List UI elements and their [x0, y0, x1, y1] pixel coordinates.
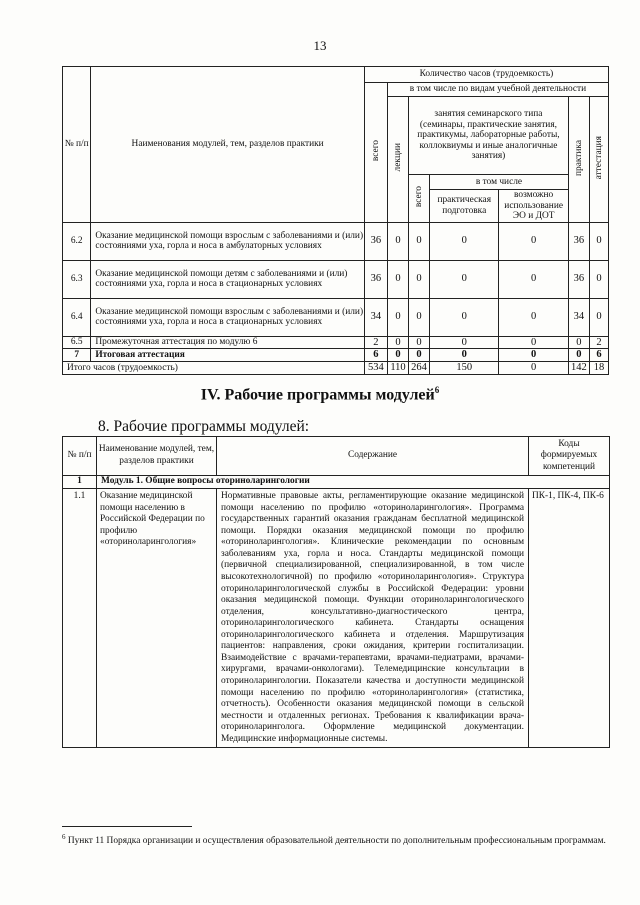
col-name-header: Наименование модулей, тем, разделов практики	[97, 437, 217, 476]
col-name-header: Наименования модулей, тем, разделов практики	[91, 67, 364, 223]
col-total-header: всего	[364, 83, 387, 223]
table-row: 7 Итоговая аттестация 6 0 0 0 0 0 6	[63, 349, 609, 362]
modules-table	[62, 436, 610, 748]
footnote-ref: 6	[434, 385, 440, 395]
section-title: IV. Рабочие программы модулей$^6$	[200, 385, 440, 404]
subsection-title: 8. Рабочие программы модулей:	[98, 418, 310, 435]
topic-content: Нормативные правовые акты, регламентирующие оказание медицинской помощи населению по профилю «оториноларингология». Программа государственных гарантий оказания гражданам бесплатной медицинской помощи. Порядки оказания медицинской помощи по профилю «оториноларингология». Клинические рекомендации по основным заболеваниям уха, горла и носа. Стандарты медицинской помощи (первичной специализированной, специализированной, в том числе высокотехнологичной) по профилю «оториноларингология». Структура оториноларингологической службы в Российской Федерации: уровни оказания медицинской помощи. Функции оториноларингологического отделения, консультативно-диагностического центра, оториноларингологического кабинета. Стандарты оснащения оториноларингологического кабинета и отделения. Маршрутизация пациентов: направления, сроки ожидания, критерии госпитализации. Взаимодействие с врачами-терапевтами, врачами-педиатрами, врачами-хирургами, врачами-онкологами). Телемедицинские консультации в оториноларингологии. Показатели качества и доступности медицинской помощи населению по профилю «оториноларингология» (статистика, отчетность). Особенности оказания медицинской помощи в сельской местности и отдаленных регионах. Требования к квалификации врача-оториноларинголога. Оформление медицинской документации. Медицинские информационные системы.	[217, 489, 529, 748]
table-row: 6.3 Оказание медицинской помощи детям с заболеваниями и (или) состояниями уха, горла и носа в стационарных условиях 36 0 0 0 0 36 0	[63, 260, 609, 298]
col-eo-header: возможно использование ЭО и ДОТ	[499, 190, 568, 223]
col-content-header: Содержание	[217, 437, 529, 476]
col-practical-header: практическая подготовка	[430, 190, 499, 223]
footnote: $^6$ Пункт 11 Порядка организации и осуществления образовательной деятельности по дополнительным профессиональным программам.	[62, 833, 606, 847]
col-practice-header: практика	[568, 97, 589, 223]
hours-header: Количество часов (трудоемкость)	[364, 67, 608, 83]
including-header: в том числе	[430, 175, 569, 190]
col-seminars-total-header: всего	[409, 175, 430, 223]
table-row: 6.5 Промежуточная аттестация по модулю 6 2 0 0 0 0 0 2	[63, 336, 609, 349]
by-type-header: в том числе по видам учебной деятельности	[387, 83, 608, 97]
seminars-header: занятия семинарского типа (семинары, практические занятия, практикумы, лабораторные работы, коллоквиумы и иные аналогичные занятия)	[409, 97, 569, 175]
totals-row: Итого часов (трудоемкость) 534 110 264 150 0 142 18	[63, 362, 609, 375]
col-lectures-header: лекции	[387, 97, 408, 223]
competency-codes: ПК-1, ПК-4, ПК-6	[529, 489, 610, 748]
table-row: 6.2 Оказание медицинской помощи взрослым с заболеваниями и (или) состояниями уха, горла и носа в амбулаторных условиях 36 0 0 0 0 36 0	[63, 222, 609, 260]
col-num-header: № п/п	[63, 67, 91, 223]
col-num-header: № п/п	[63, 437, 97, 476]
table-row: 6.4 Оказание медицинской помощи взрослым с заболеваниями и (или) состояниями уха, горла и носа в стационарных условиях 34 0 0 0 0 34 0	[63, 298, 609, 336]
col-attestation-header: аттестация	[589, 97, 608, 223]
hours-table	[62, 66, 609, 375]
page-number: 13	[313, 38, 327, 53]
footnote-divider	[62, 826, 192, 827]
topic-row: 1.1 Оказание медицинской помощи населению в Российской Федерации по профилю «оториноларингология» Нормативные правовые акты, регламентирующие оказание медицинской помощи населению по профилю «оториноларингология». Программа государственных гарантий оказания гражданам бесплатной медицинской помощи. Порядки оказания медицинской помощи по профилю «оториноларингология». Клинические рекомендации по основным заболеваниям уха, горла и носа. Стандарты медицинской помощи (первичной специализированной, специализированной, в том числе высокотехнологичной) по профилю «оториноларингология». Структура оториноларингологической службы в Российской Федерации: уровни оказания медицинской помощи. Функции оториноларингологического отделения, консультативно-диагностического центра, оториноларингологического кабинета. Стандарты оснащения оториноларингологического кабинета и отделения. Маршрутизация пациентов: направления, сроки ожидания, критерии госпитализации. Взаимодействие с врачами-терапевтами, врачами-педиатрами, врачами-хирургами, врачами-онкологами). Телемедицинские консультации в оториноларингологии. Показатели качества и доступности медицинской помощи населению по профилю «оториноларингология» (статистика, отчетность). Особенности оказания медицинской помощи в сельской местности и отдаленных регионах. Требования к квалификации врача-оториноларинголога. Оформление медицинской документации. Медицинские информационные системы. ПК-1, ПК-4, ПК-6	[63, 489, 610, 748]
col-codes-header: Коды формируемых компетенций	[529, 437, 610, 476]
module-row: 1 Модуль 1. Общие вопросы оториноларингологии	[63, 476, 610, 489]
